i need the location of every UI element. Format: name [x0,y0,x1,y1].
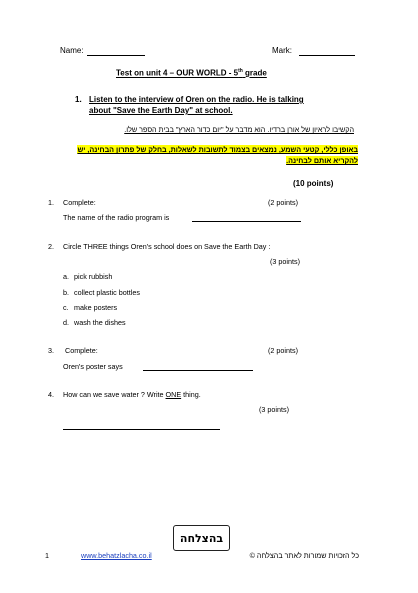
page-title: Test on unit 4 – OUR WORLD - 5th grade [116,68,267,78]
q3-number: 3. [48,346,54,355]
q1-answer-line[interactable] [192,221,301,222]
section-heading-line2: about "Save the Earth Day" at school. [89,106,233,115]
q3-body: Oren's poster says [63,362,123,371]
q1-body: The name of the radio program is [63,213,170,222]
q2-option-letter: a. [63,272,69,281]
total-points: (10 points) [293,179,334,188]
q2-option-text[interactable]: wash the dishes [74,318,126,327]
q3-label: Complete: [65,346,98,355]
q1-points: (2 points) [268,198,298,207]
site-logo [173,525,230,551]
q3-points: (2 points) [268,346,298,355]
q4-answer-line[interactable] [63,429,220,430]
q4-points: (3 points) [259,405,289,414]
q2-option-text[interactable]: collect plastic bottles [74,288,140,297]
mark-field[interactable] [299,55,355,56]
section-number: 1. [75,95,82,104]
q2-option-letter: d. [63,318,69,327]
q2-option-letter: c. [63,303,69,312]
q2-option-letter: b. [63,288,69,297]
hebrew-note-line2: להקריא אותם לבחינה. [286,156,358,165]
hebrew-instruction: הקשיבו לראיון של אורן ברדיו. הוא מדבר על "יום כדור הארץ" בבית הספר שלו. [124,125,354,134]
q3-answer-line[interactable] [143,370,253,371]
website-link[interactable]: www.behatzlacha.co.il [81,551,152,560]
page-number: 1 [45,551,49,560]
copyright-text: כל הזכויות שמורות לאתר בהצלחה © [249,551,359,560]
q1-number: 1. [48,198,54,207]
section-heading-line1: Listen to the interview of Oren on the radio. He is talking [89,95,304,104]
q2-label: Circle THREE things Oren's school does on Save the Earth Day : [63,242,271,251]
hebrew-note-line1: באופן כללי, קטעי השמע, נמצאים בצמוד לתשובות לשאלות, בחלק של פתרון הבחינה, יש [77,145,358,154]
q4-label: How can we save water ? Write ONE thing. [63,390,201,399]
name-label: Name: [60,46,84,55]
q2-points: (3 points) [270,257,300,266]
q1-label: Complete: [63,198,96,207]
q2-number: 2. [48,242,54,251]
q4-number: 4. [48,390,54,399]
q2-option-text[interactable]: make posters [74,303,118,312]
logo-text: בהצלחה [179,531,224,545]
mark-label: Mark: [272,46,292,55]
name-field[interactable] [87,55,145,56]
q2-option-text[interactable]: pick rubbish [74,272,113,281]
